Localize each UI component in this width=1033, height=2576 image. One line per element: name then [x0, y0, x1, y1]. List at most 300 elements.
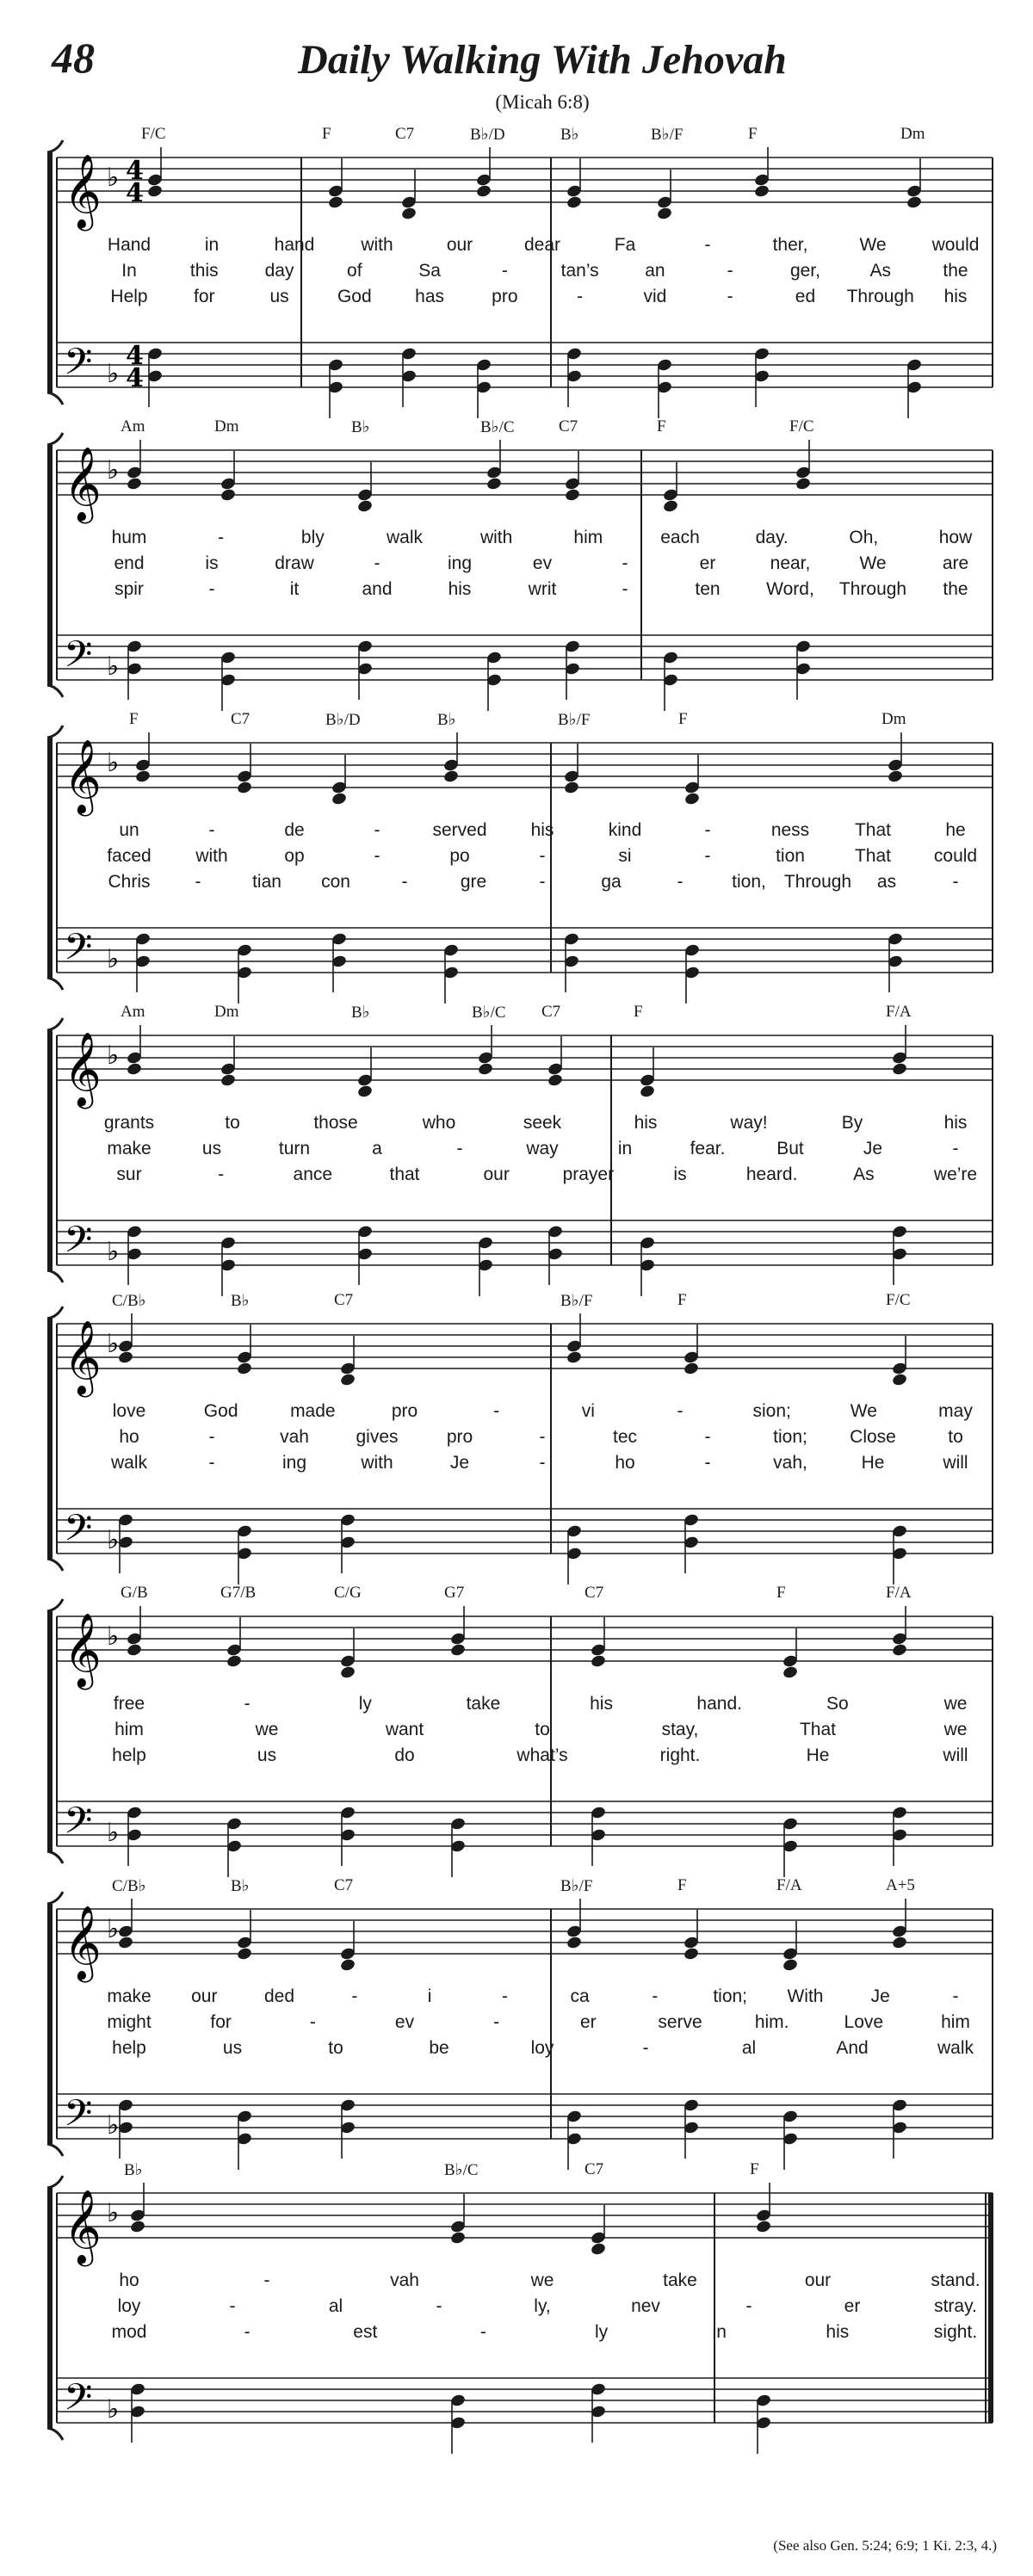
lyric-syllable: op	[284, 846, 305, 866]
notehead	[126, 1643, 142, 1658]
bass-clef-icon: 𝄢	[64, 1507, 93, 1559]
lyric-syllable: -	[493, 2012, 500, 2032]
lyric-syllable: ded	[264, 1986, 295, 2006]
lyric-syllable: er	[844, 2296, 861, 2316]
lyric-syllable: -	[493, 1401, 500, 1421]
bass-clef-icon: 𝄢	[64, 1800, 93, 1851]
chord-symbol: C7	[585, 1584, 604, 1602]
notehead	[684, 792, 700, 806]
lyric-syllable: help	[112, 2038, 146, 2058]
flat-icon: ♭	[107, 652, 120, 682]
chord-symbol: B♭	[231, 1877, 250, 1895]
chord-symbol: F	[657, 417, 666, 436]
lyric-syllable: tion;	[713, 1986, 748, 2006]
lyric-syllable: As	[853, 1164, 875, 1184]
lyric-syllable: ly	[594, 2322, 609, 2342]
time-signature-denominator: 4	[126, 363, 144, 393]
notehead	[906, 195, 922, 210]
lyric-syllable: ly	[358, 1694, 372, 1714]
lyric-syllable: Je	[449, 1453, 470, 1473]
lyric-syllable: sion;	[752, 1401, 791, 1421]
lyric-syllable: tion,	[732, 872, 766, 892]
lyric-syllable: ed	[795, 287, 816, 306]
lyric-syllable: writ	[528, 579, 557, 599]
treble-clef-icon: 𝄞	[64, 1320, 102, 1394]
notehead	[356, 499, 373, 514]
lyric-syllable: Chris	[108, 872, 151, 892]
lyric-syllable: hum	[111, 528, 147, 547]
lyric-syllable: ho	[615, 1453, 635, 1473]
lyric-syllable: ca	[570, 1986, 590, 2006]
lyric-syllable: -	[952, 1139, 959, 1158]
notehead	[547, 1073, 563, 1088]
lyric-syllable: mod	[111, 2322, 147, 2342]
lyric-syllable: Word,	[766, 579, 814, 599]
chord-symbol: B♭/D	[470, 126, 505, 144]
time-signature-numerator: 4	[126, 156, 144, 186]
notehead	[449, 2231, 466, 2246]
lyric-syllable: po	[449, 846, 470, 866]
chord-symbol: C/B♭	[112, 1877, 146, 1895]
lyric-syllable: -	[727, 261, 733, 281]
lyric-syllable: He	[861, 1453, 885, 1473]
chord-symbol: F	[129, 710, 139, 728]
lyric-syllable: us	[201, 1139, 222, 1158]
lyric-syllable: vi	[581, 1401, 595, 1421]
lyric-syllable: are	[942, 553, 969, 573]
chord-symbol: F	[677, 1291, 687, 1309]
lyric-syllable: -	[244, 1694, 251, 1714]
notehead	[475, 184, 492, 199]
lyric-syllable: what’s	[516, 1745, 568, 1765]
chord-symbol: C7	[231, 710, 251, 728]
flat-icon: ♭	[107, 2198, 120, 2228]
lyric-syllable: his	[943, 1113, 968, 1133]
lyric-syllable: with	[361, 235, 393, 255]
lyric-syllable: his	[590, 1694, 613, 1714]
chord-symbol: B♭/F	[560, 1292, 593, 1310]
lyric-syllable: spir	[114, 579, 144, 599]
notehead	[566, 1936, 582, 1950]
lyric-syllable: ly,	[534, 2296, 551, 2316]
lyric-syllable: would	[931, 235, 980, 255]
lyric-syllable: ev	[394, 2012, 415, 2032]
lyric-syllable: stray.	[934, 2296, 977, 2316]
treble-clef-icon: 𝄞	[64, 1906, 102, 1980]
lyric-syllable: -	[479, 2322, 486, 2342]
lyric-syllable: As	[869, 261, 891, 281]
lyric-syllable: That	[854, 846, 892, 866]
chord-symbol: B♭/D	[325, 711, 361, 729]
chord-symbol: F	[677, 1876, 687, 1894]
lyric-syllable: -	[652, 1986, 659, 2006]
chord-symbol: Dm	[900, 125, 925, 143]
lyric-syllable: -	[351, 1986, 358, 2006]
lyric-syllable: -	[208, 820, 215, 840]
bass-clef-icon: 𝄢	[64, 1219, 93, 1270]
lyric-syllable: -	[401, 872, 408, 892]
lyric-syllable: -	[704, 235, 711, 255]
lyric-syllable: walk	[386, 528, 424, 547]
lyric-syllable: vah	[390, 2270, 419, 2290]
lyric-syllable: -	[677, 1401, 684, 1421]
notehead	[226, 1654, 242, 1669]
chord-symbol: Dm	[881, 710, 906, 728]
lyric-syllable: -	[952, 1986, 959, 2006]
notehead	[891, 1936, 907, 1950]
lyric-syllable: tian	[252, 872, 281, 892]
notehead	[129, 2220, 145, 2234]
bass-clef-icon: 𝄢	[64, 2092, 93, 2144]
lyric-syllable: seek	[523, 1113, 562, 1133]
lyric-syllable: of	[347, 261, 362, 281]
lyric-syllable: we	[255, 1720, 279, 1739]
lyric-syllable: Hand	[107, 235, 152, 255]
lyric-syllable: take	[663, 2270, 697, 2290]
lyric-syllable: we’re	[933, 1164, 978, 1184]
notehead	[683, 1362, 699, 1376]
lyric-syllable: con	[321, 872, 350, 892]
flat-icon: ♭	[107, 748, 120, 778]
lyric-syllable: for	[210, 2012, 232, 2032]
flat-icon: ♭	[107, 359, 120, 389]
chord-symbol: F	[748, 125, 758, 143]
chord-symbol: B♭	[231, 1292, 250, 1310]
notehead	[356, 1084, 373, 1099]
lyric-syllable: an	[645, 261, 665, 281]
lyric-syllable: kind	[608, 820, 642, 840]
lyric-syllable: as	[876, 872, 897, 892]
cross-references: (See also Gen. 5:24; 6:9; 1 Ki. 2:3, 4.)	[773, 2537, 997, 2554]
lyric-syllable: ger,	[789, 261, 820, 281]
chord-symbol: B♭	[124, 2161, 143, 2179]
lyric-syllable: tion;	[773, 1427, 807, 1447]
lyric-syllable: ga	[601, 872, 622, 892]
lyric-syllable: vid	[643, 287, 667, 306]
lyric-syllable: day.	[755, 528, 789, 547]
lyric-syllable: his	[943, 287, 968, 306]
chord-symbol: Dm	[214, 417, 239, 436]
lyric-syllable: tion	[776, 846, 805, 866]
lyric-syllable: vah	[280, 1427, 309, 1447]
chord-symbol: F/C	[141, 125, 166, 143]
lyric-syllable: day	[264, 261, 294, 281]
lyric-syllable: way	[526, 1139, 559, 1158]
lyric-syllable: So	[826, 1694, 849, 1714]
notehead	[566, 195, 582, 210]
flat-icon: ♭	[107, 1329, 120, 1359]
lyric-syllable: near,	[770, 553, 811, 573]
lyric-syllable: si	[618, 846, 632, 866]
chord-symbol: F	[322, 125, 331, 143]
notehead	[795, 477, 811, 491]
music-system	[0, 985, 1033, 1270]
chord-symbol: B♭/C	[444, 2161, 479, 2179]
lyric-syllable: in	[204, 235, 220, 255]
lyric-syllable: -	[208, 579, 215, 599]
lyric-syllable: we	[943, 1694, 968, 1714]
lyric-syllable: Close	[850, 1427, 896, 1447]
lyric-syllable: is	[205, 553, 219, 573]
chord-symbol: G7/B	[220, 1584, 257, 1602]
lyric-syllable: for	[194, 287, 215, 306]
chord-symbol: B♭/F	[558, 711, 591, 729]
lyric-syllable: and	[362, 579, 393, 599]
chord-symbol: C7	[334, 1291, 354, 1309]
lyric-syllable: -	[374, 553, 380, 573]
chord-symbol: G/B	[121, 1584, 148, 1602]
flat-icon: ♭	[107, 455, 120, 485]
music-system	[0, 1274, 1033, 1559]
lyric-syllable: right.	[659, 1745, 701, 1765]
lyric-syllable: Love	[844, 2012, 884, 2032]
lyric-syllable: way!	[730, 1113, 768, 1133]
lyric-syllable: ing	[447, 553, 473, 573]
lyric-syllable: -	[745, 2296, 752, 2316]
lyric-syllable: -	[539, 1427, 546, 1447]
lyric-syllable: i	[427, 1986, 432, 2006]
lyric-syllable: with	[361, 1453, 393, 1473]
lyric-syllable: ance	[293, 1164, 333, 1184]
lyric-syllable: our	[804, 2270, 832, 2290]
lyric-syllable: tan’s	[560, 261, 599, 281]
lyric-syllable: ev	[532, 553, 553, 573]
lyric-syllable: -	[704, 1427, 711, 1447]
notehead	[117, 1936, 133, 1950]
chord-symbol: C/G	[334, 1584, 362, 1602]
lyric-syllable: his	[826, 2322, 850, 2342]
lyric-syllable: ten	[695, 579, 721, 599]
lyric-syllable: gives	[356, 1427, 399, 1447]
lyric-syllable: vah,	[773, 1453, 807, 1473]
lyric-syllable: loy	[117, 2296, 141, 2316]
scripture-reference: (Micah 6:8)	[495, 91, 590, 113]
lyric-syllable: to	[328, 2038, 343, 2058]
notehead	[639, 1084, 655, 1099]
staff-system	[0, 2143, 1033, 2428]
lyric-syllable: er	[699, 553, 716, 573]
lyric-syllable: We	[859, 235, 887, 255]
chord-symbol: F	[750, 2160, 759, 2178]
lyric-syllable: un	[119, 820, 139, 840]
lyric-syllable: made	[290, 1401, 336, 1421]
lyric-syllable: est	[353, 2322, 378, 2342]
notehead	[590, 2242, 606, 2257]
lyric-syllable: will	[943, 1453, 968, 1473]
lyric-syllable: to	[225, 1113, 240, 1133]
lyric-syllable: -	[218, 1164, 225, 1184]
notehead	[220, 488, 236, 503]
lyric-syllable: each	[660, 528, 700, 547]
staff-system	[0, 1274, 1033, 1559]
notehead	[449, 1643, 466, 1658]
lyric-syllable: -	[195, 872, 201, 892]
treble-clef-icon: 𝄞	[64, 447, 102, 521]
lyric-syllable: he	[945, 820, 966, 840]
chord-symbol: Am	[121, 417, 145, 436]
chord-symbol: F	[634, 1003, 643, 1021]
lyric-syllable: him.	[754, 2012, 789, 2032]
notehead	[662, 499, 678, 514]
chord-symbol: F/C	[886, 1291, 911, 1309]
flat-icon: ♭	[107, 1237, 120, 1267]
lyric-syllable: in	[712, 2322, 727, 2342]
lyric-syllable: bly	[300, 528, 325, 547]
treble-clef-icon: 𝄞	[64, 739, 102, 813]
chord-symbol: B♭/F	[651, 126, 684, 144]
lyric-syllable: -	[244, 2322, 251, 2342]
chord-symbol: C7	[559, 417, 578, 436]
song-title: Daily Walking With Jehovah	[298, 37, 787, 83]
staff-system	[0, 1566, 1033, 1851]
music-system	[0, 2143, 1033, 2428]
lyric-syllable: free	[113, 1694, 145, 1714]
lyric-syllable: love	[112, 1401, 146, 1421]
lyric-syllable: ing	[281, 1453, 307, 1473]
lyric-syllable: heard.	[745, 1164, 798, 1184]
chord-symbol: F/A	[886, 1584, 912, 1602]
lyric-syllable: tec	[612, 1427, 638, 1447]
lyric-syllable: who	[422, 1113, 456, 1133]
lyric-syllable: -	[727, 287, 733, 306]
lyric-syllable: God	[337, 287, 372, 306]
notehead	[236, 781, 252, 795]
lyric-syllable: ther,	[772, 235, 808, 255]
music-system	[0, 1859, 1033, 2144]
chord-symbol: B♭	[560, 126, 579, 144]
notehead	[564, 488, 580, 503]
lyric-syllable: take	[466, 1694, 501, 1714]
lyric-syllable: -	[263, 2270, 270, 2290]
lyric-syllable: has	[415, 287, 445, 306]
notehead	[236, 1947, 252, 1961]
lyric-syllable: prayer	[562, 1164, 615, 1184]
lyric-syllable: ho	[119, 1427, 139, 1447]
chord-symbol: G7	[444, 1584, 465, 1602]
lyric-syllable: In	[121, 261, 137, 281]
notehead	[442, 769, 459, 784]
lyric-syllable: make	[107, 1139, 152, 1158]
chord-symbol: B♭	[351, 418, 370, 436]
time-signature-numerator: 4	[126, 341, 144, 371]
lyric-syllable: sur	[116, 1164, 142, 1184]
chord-symbol: B♭/C	[472, 1004, 506, 1022]
lyric-syllable: -	[208, 1453, 215, 1473]
chord-symbol: F/A	[776, 1876, 802, 1894]
lyric-syllable: pro	[492, 287, 518, 306]
lyric-syllable: this	[189, 261, 219, 281]
notehead	[477, 1062, 493, 1077]
lyric-syllable: is	[673, 1164, 687, 1184]
treble-clef-icon: 𝄞	[64, 1032, 102, 1106]
notehead	[566, 1350, 582, 1365]
notehead	[220, 1073, 236, 1088]
chord-symbol: Am	[121, 1003, 145, 1021]
notehead	[563, 781, 579, 795]
lyric-syllable: hand	[274, 235, 315, 255]
lyric-syllable: -	[622, 579, 628, 599]
lyric-syllable: That	[799, 1720, 837, 1739]
lyric-syllable: ness	[770, 820, 810, 840]
notehead	[486, 477, 502, 491]
lyric-syllable: Je	[870, 1986, 890, 2006]
lyric-syllable: Help	[110, 287, 148, 306]
chord-symbol: Dm	[214, 1003, 239, 1021]
lyric-syllable: him	[573, 528, 603, 547]
lyric-syllable: -	[704, 846, 711, 866]
chord-symbol: F/C	[789, 417, 814, 436]
lyric-syllable: those	[313, 1113, 358, 1133]
flat-icon: ♭	[107, 944, 120, 974]
lyric-syllable: -	[374, 820, 380, 840]
flat-icon: ♭	[107, 163, 120, 193]
time-signature-denominator: 4	[126, 178, 144, 208]
lyric-syllable: But	[776, 1139, 804, 1158]
lyric-syllable: draw	[275, 553, 314, 573]
lyric-syllable: nev	[631, 2296, 660, 2316]
notehead	[755, 2220, 771, 2234]
notehead	[400, 207, 417, 221]
notehead	[327, 195, 343, 210]
lyric-syllable: serve	[658, 2012, 702, 2032]
lyric-syllable: will	[943, 1745, 968, 1765]
chord-symbol: C7	[541, 1003, 561, 1021]
bass-clef-icon: 𝄢	[64, 633, 93, 685]
chord-symbol: C/B♭	[112, 1292, 146, 1310]
chord-symbol: C7	[395, 125, 415, 143]
lyric-syllable: -	[642, 2038, 649, 2058]
chord-symbol: C7	[585, 2160, 604, 2178]
lyric-syllable: With	[787, 1986, 824, 2006]
lyric-syllable: -	[539, 872, 546, 892]
lyric-syllable: our	[483, 1164, 510, 1184]
lyric-syllable: how	[938, 528, 973, 547]
bass-clef-icon: 𝄢	[64, 2376, 93, 2428]
lyric-syllable: dear	[523, 235, 561, 255]
lyric-syllable: God	[203, 1401, 238, 1421]
notehead	[782, 1665, 798, 1680]
lyric-syllable: his	[634, 1113, 658, 1133]
chord-symbol: B♭	[351, 1004, 370, 1022]
lyric-syllable: -	[436, 2296, 442, 2316]
lyric-syllable: him	[941, 2012, 970, 2032]
lyric-syllable: do	[394, 1745, 415, 1765]
lyric-syllable: to	[535, 1720, 550, 1739]
treble-clef-icon: 𝄞	[64, 1613, 102, 1687]
lyric-syllable: Sa	[418, 261, 441, 281]
lyric-syllable: -	[577, 287, 584, 306]
lyric-syllable: -	[218, 528, 225, 547]
lyric-syllable: fear.	[690, 1139, 726, 1158]
chord-symbol: F/A	[886, 1003, 912, 1021]
lyric-syllable: could	[933, 846, 978, 866]
lyric-syllable: with	[195, 846, 228, 866]
lyric-syllable: end	[114, 553, 145, 573]
notehead	[134, 769, 151, 784]
notehead	[126, 1062, 142, 1077]
notehead	[117, 1350, 133, 1365]
notehead	[887, 769, 903, 784]
lyric-syllable: -	[208, 1427, 215, 1447]
lyric-syllable: Oh,	[849, 528, 879, 547]
lyric-syllable: walk	[937, 2038, 974, 2058]
lyric-syllable: him	[114, 1720, 144, 1739]
lyric-syllable: it	[289, 579, 300, 599]
flat-icon: ♭	[107, 2394, 120, 2425]
lyric-syllable: our	[191, 1986, 218, 2006]
bass-clef-icon: 𝄢	[64, 341, 93, 392]
lyric-syllable: -	[539, 846, 546, 866]
